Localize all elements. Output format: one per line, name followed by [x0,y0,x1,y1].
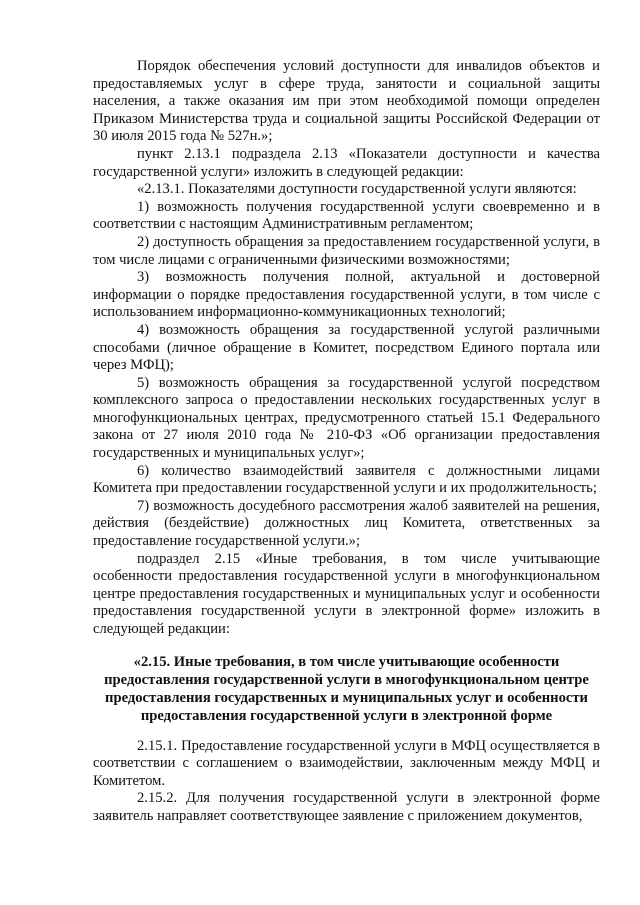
paragraph-2-15-2: 2.15.2. Для получения государственной услуги в электронной форме заявитель направляет соответствующее заявление с приложением документов, [93,790,600,824]
paragraph-subsection-2-15-intro: подраздел 2.15 «Иные требования, в том числе учитывающие особенности предоставления государственной услуги в многофункциональном центре предоставления государственных и муниципальных услуг и особенности предоставления государственной услуги в электронной форме» изложить в следующей редакции: [93,550,600,637]
list-item-4: 4) возможность обращения за государственной услугой различными способами (личное обращение в Комитет, посредством Единого портала или через МФЦ); [93,321,600,374]
paragraph-item-2-13-1-intro: пункт 2.13.1 подраздела 2.13 «Показатели доступности и качества государственной услуги» изложить в следующей редакции: [93,145,600,180]
heading-line: «2.15. Иные требования, в том числе учитывающие особенности [133,653,560,670]
paragraph-2-15-1: 2.15.1. Предоставление государственной услуги в МФЦ осуществляется в соответствии с соглашением о взаимодействии, заключенным между МФЦ и Комитетом. [93,737,600,789]
list-item-2: 2) доступность обращения за предоставлением государственной услуги, в том числе лицами с ограниченными физическими возможностями; [93,233,600,268]
paragraph-indicators-header: «2.13.1. Показателями доступности государственной услуги являются: [137,181,577,198]
list-item-6: 6) количество взаимодействий заявителя с должностными лицами Комитета при предоставлении государственной услуги и их продолжительность; [93,462,600,497]
list-item-5: 5) возможность обращения за государственной услугой посредством комплексного запроса о предоставлении нескольких государственных услуг в многофункциональных центрах, предусмотренного статьей 15.1 Федерального закона от 27 июля 2010 года № 210-ФЗ «Об организации предоставления государственных и муниципальных услуг»; [93,374,600,462]
heading-line: предоставления государственной услуги в электронной форме [140,707,553,724]
document-page [93,58,600,826]
heading-line: предоставления государственной услуги в многофункциональном центре [104,671,589,688]
heading-line: предоставления государственных и муниципальных услуг и особенности [105,689,588,706]
paragraph-accessibility-order: Порядок обеспечения условий доступности для инвалидов объектов и предоставляемых услуг в сфере труда, занятости и социальной защиты населения, а также оказания им при этом необходимой помощи определен Приказом Министерства труда и социальной защиты Российской Федерации от 30 июля 2015 года № 527н.»; [93,58,600,145]
list-item-1: 1) возможность получения государственной услуги своевременно и в соответствии с настоящим Административным регламентом; [93,198,600,233]
section-heading-2-15 [93,653,600,725]
list-item-7: 7) возможность досудебного рассмотрения жалоб заявителей на решения, действия (бездействие) должностных лиц Комитета, ответственных за предоставление государственной услуги.»; [93,497,600,550]
list-item-3: 3) возможность получения полной, актуальной и достоверной информации о порядке предоставления государственной услуги, в том числе с использованием информационно-коммуникационных технологий; [93,269,600,321]
